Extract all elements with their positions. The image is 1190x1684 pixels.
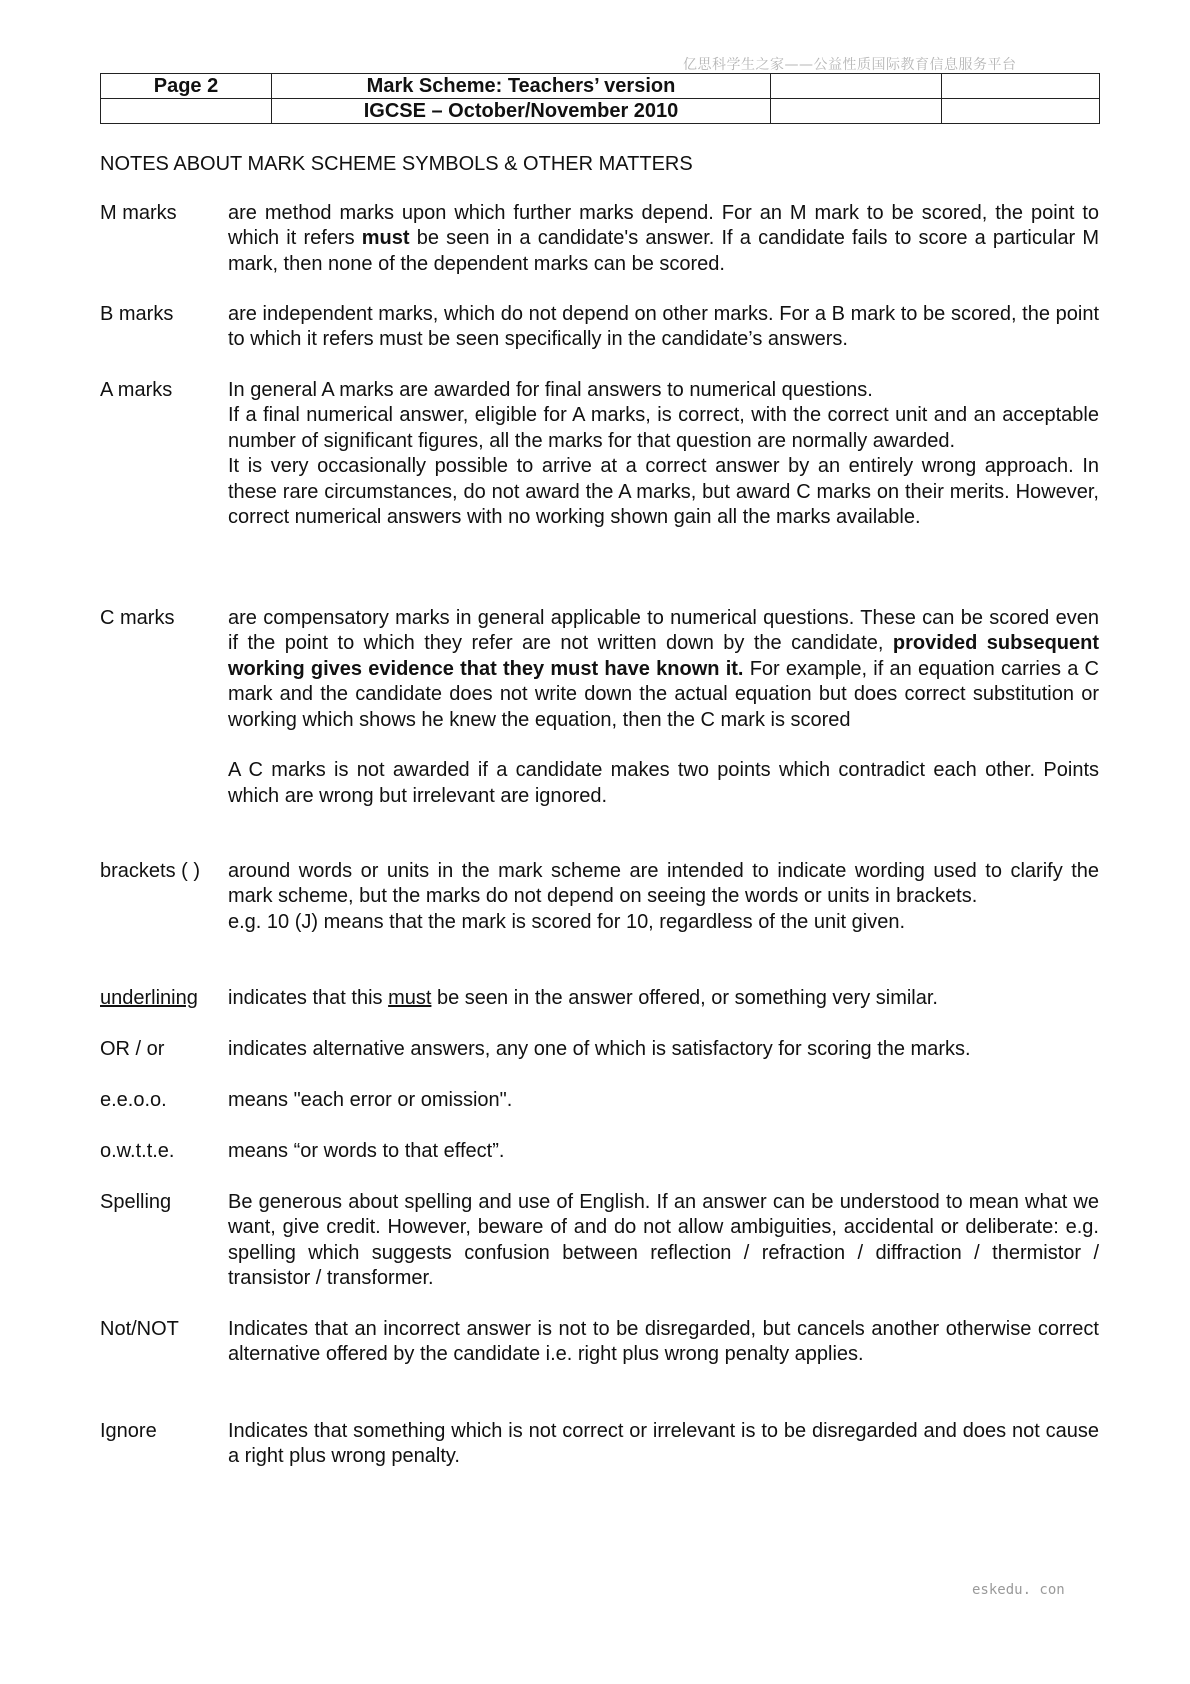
header-row-2 bbox=[101, 99, 1100, 124]
entry-description bbox=[228, 859, 1099, 935]
desc-paragraph: A C marks is not awarded if a candidate makes two points which contradict each other. Points which are wrong but irrelevant are ignored. bbox=[228, 759, 1099, 807]
entry-term: A marks bbox=[100, 379, 173, 401]
empty-cell bbox=[771, 99, 942, 124]
entry-term: Ignore bbox=[100, 1420, 157, 1442]
entry-term: o.w.t.t.e. bbox=[100, 1140, 175, 1162]
desc-text: For example, if an equation carries a C mark and the candidate does not write down the actual equation but does correct substitution or working which shows he knew the equation, then the C mark is scored bbox=[228, 657, 1099, 731]
entry-term: Spelling bbox=[100, 1191, 172, 1213]
empty-cell bbox=[942, 99, 1100, 124]
watermark-top: 亿思科学生之家——公益性质国际教育信息服务平台 bbox=[683, 57, 1017, 73]
entry-description: means "each error or omission". bbox=[228, 1089, 513, 1111]
entry-underlining bbox=[100, 986, 1099, 1011]
document-subtitle: IGCSE – October/November 2010 bbox=[272, 99, 771, 124]
entry-description: means “or words to that effect”. bbox=[228, 1140, 505, 1162]
entry-description bbox=[228, 378, 1099, 530]
entry-term: OR / or bbox=[100, 1038, 165, 1060]
entry-term: underlining bbox=[100, 987, 198, 1009]
page-number: Page 2 bbox=[101, 74, 272, 99]
empty-cell bbox=[771, 74, 942, 99]
entry-term: Not/NOT bbox=[100, 1318, 179, 1340]
entry-owtte bbox=[100, 1139, 1099, 1164]
entry-term: brackets ( ) bbox=[100, 860, 201, 882]
desc-text: are compensatory marks in general applicable to numerical questions. These can be scored even if the point to which they refer are not written down by the candidate, bbox=[228, 607, 1099, 655]
entry-eeoo bbox=[100, 1088, 1099, 1113]
entry-not bbox=[100, 1317, 1099, 1368]
entry-description bbox=[228, 201, 1099, 277]
entry-m-marks bbox=[100, 201, 1099, 277]
entry-brackets bbox=[100, 859, 1099, 935]
entry-b-marks bbox=[100, 302, 1099, 353]
entry-term: C marks bbox=[100, 607, 175, 629]
watermark-bottom: eskedu. con bbox=[972, 1582, 1065, 1598]
desc-paragraph: It is very occasionally possible to arrive at a correct answer by an entirely wrong approach. In these rare circumstances, do not award the A marks, but award C marks on their merits. However, correct numerical answers with no working shown gain all the marks available. bbox=[228, 455, 1099, 529]
entry-term: M marks bbox=[100, 202, 177, 224]
entry-ignore bbox=[100, 1419, 1099, 1470]
entry-or bbox=[100, 1037, 1099, 1062]
desc-underlined: must bbox=[388, 987, 432, 1009]
desc-bold: must bbox=[361, 227, 410, 250]
desc-text: indicates that this bbox=[228, 987, 389, 1009]
desc-bold: provided subsequent working gives evidence that they must have known it. bbox=[228, 632, 1099, 680]
entry-term: e.e.o.o. bbox=[100, 1089, 167, 1111]
desc-paragraph: around words or units in the mark scheme are intended to indicate wording used to clarify the mark scheme, but the marks do not depend on seeing the words or units in brackets. bbox=[228, 860, 1099, 908]
entry-description: are independent marks, which do not depend on other marks. For a B mark to be scored, the point to which it refers must be seen specifically in the candidate’s answers. bbox=[228, 303, 1099, 351]
desc-text: be seen in a candidate's answer. If a candidate fails to score a particular M mark, then none of the dependent marks can be scored. bbox=[228, 227, 1099, 275]
desc-paragraph bbox=[228, 606, 1099, 733]
entry-description bbox=[228, 986, 1099, 1011]
empty-cell bbox=[101, 99, 272, 124]
entry-a-marks bbox=[100, 378, 1099, 530]
header-table bbox=[100, 73, 1100, 124]
desc-paragraph: e.g. 10 (J) means that the mark is scored for 10, regardless of the unit given. bbox=[228, 910, 906, 933]
header-row-1 bbox=[101, 74, 1100, 99]
desc-text: be seen in the answer offered, or something very similar. bbox=[431, 987, 938, 1009]
desc-text: are method marks upon which further marks depend. For an M mark to be scored, the point to which it refers bbox=[228, 202, 1099, 250]
entry-description: Indicates that an incorrect answer is not to be disregarded, but cancels another otherwise correct alternative offered by the candidate i.e. right plus wrong penalty applies. bbox=[228, 1318, 1099, 1366]
entry-description: indicates alternative answers, any one of which is satisfactory for scoring the marks. bbox=[228, 1038, 971, 1060]
entry-description bbox=[228, 606, 1099, 809]
entry-c-marks bbox=[100, 606, 1099, 809]
entry-term: B marks bbox=[100, 303, 174, 325]
entry-description: Indicates that something which is not correct or irrelevant is to be disregarded and does not cause a right plus wrong penalty. bbox=[228, 1420, 1099, 1468]
desc-paragraph: In general A marks are awarded for final answers to numerical questions. bbox=[228, 379, 873, 401]
desc-paragraph: If a final numerical answer, eligible for A marks, is correct, with the correct unit and an acceptable number of significant figures, all the marks for that question are normally awarded. bbox=[228, 404, 1099, 452]
document-title: Mark Scheme: Teachers’ version bbox=[272, 74, 771, 99]
entry-spelling bbox=[100, 1190, 1099, 1292]
empty-cell bbox=[942, 74, 1100, 99]
entry-description: Be generous about spelling and use of English. If an answer can be understood to mean what we want, give credit. However, beware of and do not allow ambiguities, accidental or deliberate: e.g. spelling which suggests confusion between reflection / refraction / diffraction / thermistor / transistor / transformer. bbox=[228, 1191, 1099, 1290]
section-title: NOTES ABOUT MARK SCHEME SYMBOLS & OTHER MATTERS bbox=[100, 153, 693, 175]
